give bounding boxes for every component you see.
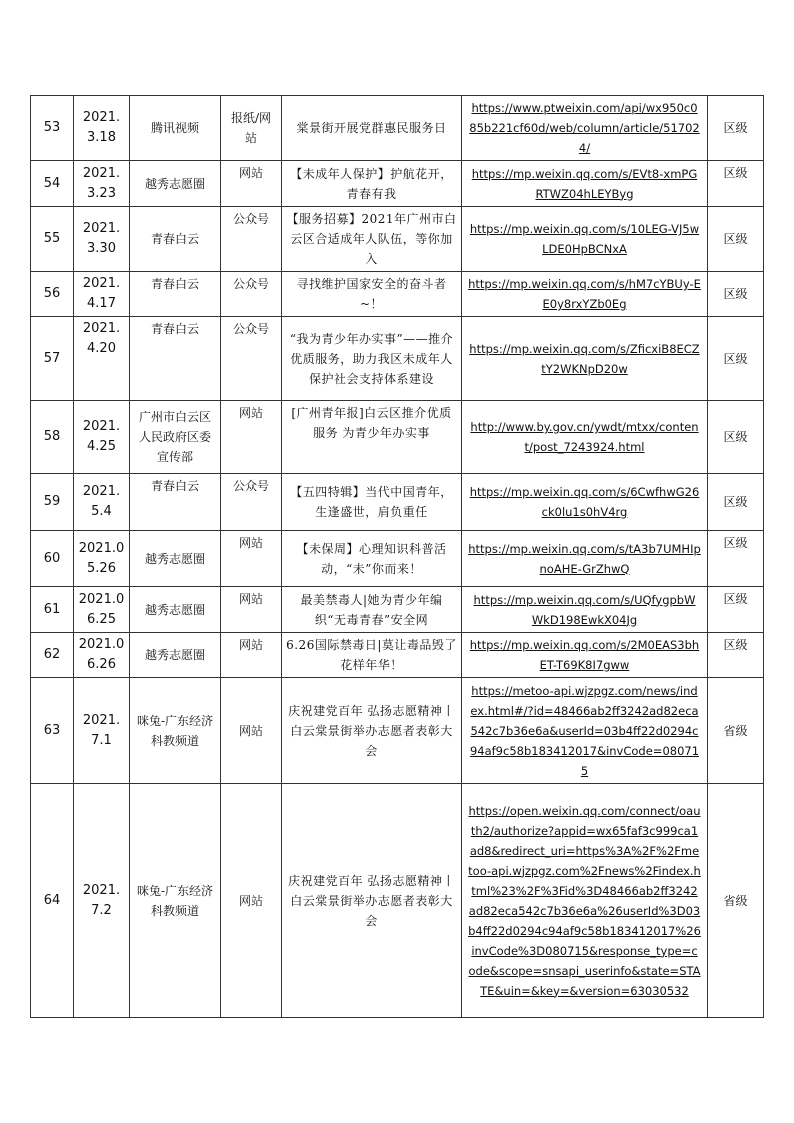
table-row — [31, 161, 764, 207]
publish-date: 2021.4.25 — [74, 401, 130, 474]
publish-date: 2021.06.26 — [74, 633, 130, 678]
media-source: 广州市白云区人民政府区委宣传部 — [130, 401, 221, 474]
table-row — [31, 317, 764, 401]
report-link[interactable]: https://mp.weixin.qq.com/s/tA3b7UMHIpnoAHE-GrZhwQ — [462, 531, 708, 587]
table-row — [31, 272, 764, 317]
media-source: 越秀志愿圈 — [130, 633, 221, 678]
publish-date: 2021.05.26 — [74, 531, 130, 587]
media-type: 公众号 — [221, 207, 282, 272]
report-title: “我为青少年办实事”——推介优质服务，助力我区未成年人保护社会支持体系建设 — [282, 317, 462, 401]
media-type: 网站 — [221, 161, 282, 207]
table-row — [31, 401, 764, 474]
report-link[interactable]: https://open.weixin.qq.com/connect/oauth2/authorize?appid=wx65faf3c999ca1ad8&redirect_uri=https%3A%2F%2Fmetoo-api.wjzpgz.com%2Fnews%2Findex.html%23%2F%3Fid%3D48466ab2ff3242ad82eca542c7b36e6a%26userId%3D03b4ff22d0294c94af9c58b183412017%26invCode%3D080715&response_type=code&scope=snsapi_userinfo&state=STATE&uin=&key=&version=63030532 — [462, 784, 708, 1018]
media-source: 青春白云 — [130, 317, 221, 401]
media-source: 青春白云 — [130, 207, 221, 272]
publish-date: 2021.3.18 — [74, 96, 130, 161]
row-number: 59 — [31, 474, 74, 531]
report-link[interactable]: https://mp.weixin.qq.com/s/ZficxiB8ECZtY2WKNpD20w — [462, 317, 708, 401]
media-type: 公众号 — [221, 474, 282, 531]
row-number: 57 — [31, 317, 74, 401]
publish-date: 2021.3.30 — [74, 207, 130, 272]
report-title: 【五四特辑】当代中国青年，生逢盛世，肩负重任 — [282, 474, 462, 531]
media-type: 网站 — [221, 531, 282, 587]
media-type: 公众号 — [221, 272, 282, 317]
media-type: 公众号 — [221, 317, 282, 401]
report-title: 最美禁毒人|她为青少年编织“无毒青春”安全网 — [282, 587, 462, 633]
table-row — [31, 587, 764, 633]
table-row — [31, 207, 764, 272]
report-title: 【未成年人保护】护航花开，青春有我 — [282, 161, 462, 207]
report-title: 庆祝建党百年 弘扬志愿精神丨白云棠景街举办志愿者表彰大会 — [282, 784, 462, 1018]
row-number: 60 — [31, 531, 74, 587]
media-type: 网站 — [221, 633, 282, 678]
media-type: 报纸/网站 — [221, 96, 282, 161]
report-link[interactable]: https://mp.weixin.qq.com/s/UQfygpbWWkD198EwkX04Jg — [462, 587, 708, 633]
report-link[interactable]: https://metoo-api.wjzpgz.com/news/index.html#/?id=48466ab2ff3242ad82eca542c7b36e6a&userId=03b4ff22d0294c94af9c58b183412017&invCode=080715 — [462, 678, 708, 784]
publish-date: 2021.7.2 — [74, 784, 130, 1018]
report-title: 庆祝建党百年 弘扬志愿精神丨白云棠景街举办志愿者表彰大会 — [282, 678, 462, 784]
publish-date: 2021.3.23 — [74, 161, 130, 207]
table-row — [31, 678, 764, 784]
media-source: 咪兔-广东经济科教频道 — [130, 784, 221, 1018]
row-number: 55 — [31, 207, 74, 272]
media-source: 越秀志愿圈 — [130, 161, 221, 207]
table-row — [31, 474, 764, 531]
report-link[interactable]: https://mp.weixin.qq.com/s/10LEG-VJ5wLDE0HpBCNxA — [462, 207, 708, 272]
report-level: 省级 — [708, 784, 764, 1018]
row-number: 62 — [31, 633, 74, 678]
report-link[interactable]: https://mp.weixin.qq.com/s/2M0EAS3bhET-T69K8I7gww — [462, 633, 708, 678]
report-level: 区级 — [708, 161, 764, 207]
publish-date: 2021.4.20 — [74, 317, 130, 401]
media-type: 网站 — [221, 784, 282, 1018]
media-source: 越秀志愿圈 — [130, 587, 221, 633]
report-level: 区级 — [708, 633, 764, 678]
row-number: 54 — [31, 161, 74, 207]
table-row — [31, 633, 764, 678]
report-link[interactable]: https://mp.weixin.qq.com/s/6CwfhwG26ck0lu1s0hV4rg — [462, 474, 708, 531]
media-source: 腾讯视频 — [130, 96, 221, 161]
publish-date: 2021.7.1 — [74, 678, 130, 784]
report-level: 区级 — [708, 474, 764, 531]
report-link[interactable]: http://www.by.gov.cn/ywdt/mtxx/content/post_7243924.html — [462, 401, 708, 474]
row-number: 56 — [31, 272, 74, 317]
media-source: 青春白云 — [130, 272, 221, 317]
row-number: 63 — [31, 678, 74, 784]
media-type: 网站 — [221, 587, 282, 633]
media-source: 越秀志愿圈 — [130, 531, 221, 587]
report-link[interactable]: https://mp.weixin.qq.com/s/EVt8-xmPGRTWZ04hLEYByg — [462, 161, 708, 207]
row-number: 53 — [31, 96, 74, 161]
report-title: 6.26国际禁毒日|莫让毒品毁了花样年华！ — [282, 633, 462, 678]
report-link[interactable]: https://www.ptweixin.com/api/wx950c085b221cf60d/web/column/article/517024/ — [462, 96, 708, 161]
report-level: 区级 — [708, 531, 764, 587]
report-level: 省级 — [708, 678, 764, 784]
table-row — [31, 531, 764, 587]
media-type: 网站 — [221, 401, 282, 474]
report-level: 区级 — [708, 317, 764, 401]
report-title: 寻找维护国家安全的奋斗者~！ — [282, 272, 462, 317]
report-title: 【未保周】心理知识科普活动，“未”你而来！ — [282, 531, 462, 587]
report-title: [广州青年报]白云区推介优质服务 为青少年办实事 — [282, 401, 462, 474]
row-number: 61 — [31, 587, 74, 633]
publish-date: 2021.4.17 — [74, 272, 130, 317]
media-source: 咪兔-广东经济科教频道 — [130, 678, 221, 784]
report-level: 区级 — [708, 207, 764, 272]
report-title: 【服务招募】2021年广州市白云区合适成年人队伍，等你加入 — [282, 207, 462, 272]
report-level: 区级 — [708, 272, 764, 317]
report-level: 区级 — [708, 587, 764, 633]
media-source: 青春白云 — [130, 474, 221, 531]
row-number: 64 — [31, 784, 74, 1018]
media-report-table — [30, 95, 764, 1018]
row-number: 58 — [31, 401, 74, 474]
media-type: 网站 — [221, 678, 282, 784]
report-level: 区级 — [708, 96, 764, 161]
publish-date: 2021.06.25 — [74, 587, 130, 633]
report-title: 棠景街开展党群惠民服务日 — [282, 96, 462, 161]
table-row — [31, 96, 764, 161]
publish-date: 2021.5.4 — [74, 474, 130, 531]
report-level: 区级 — [708, 401, 764, 474]
table-row — [31, 784, 764, 1018]
report-link[interactable]: https://mp.weixin.qq.com/s/hM7cYBUy-EE0y8rxYZb0Eg — [462, 272, 708, 317]
